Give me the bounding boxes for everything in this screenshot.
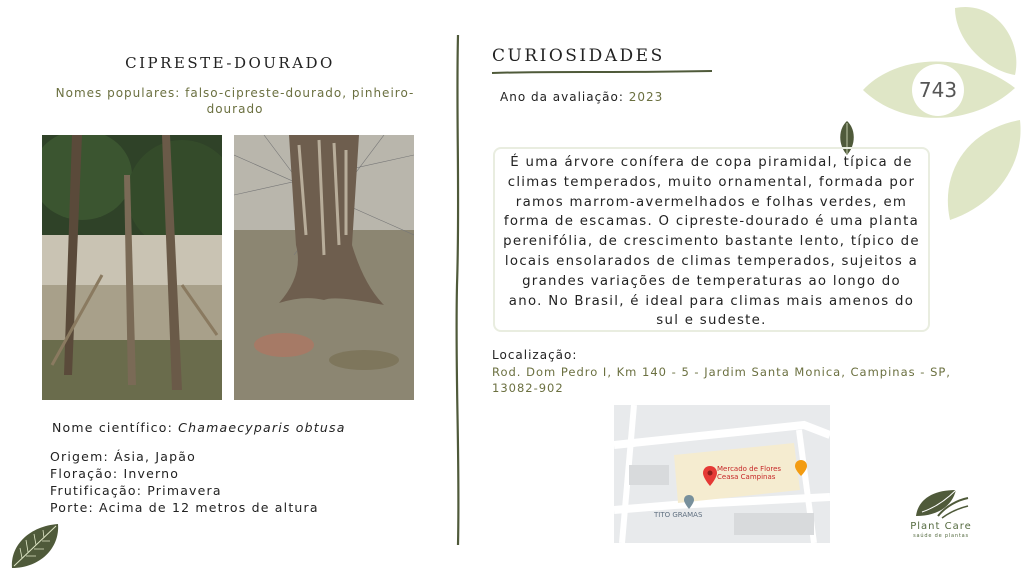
map-place-name-line1: Mercado de Flores: [717, 465, 782, 473]
decorative-leaf-bottom-left: [8, 520, 63, 572]
location-map[interactable]: [614, 405, 830, 543]
evaluation-year: [500, 90, 663, 104]
map-place-name-line2: Ceasa Campinas: [717, 473, 776, 481]
secondary-pin-icon: [684, 495, 694, 509]
vertical-divider: [450, 35, 466, 545]
year-value: 2023: [628, 90, 664, 104]
map-secondary-label: TITO GRAMAS: [654, 511, 703, 519]
logo-tagline: saúde de plantas: [913, 533, 969, 539]
location-label: Localização:: [492, 348, 578, 362]
fruiting-fact: Frutificação: Primavera: [50, 483, 222, 498]
plant-care-logo-icon: [912, 486, 970, 520]
logo-name: Plant Care: [910, 521, 972, 532]
trunk-photo: [234, 135, 414, 400]
flowering-fact: Floração: Inverno: [50, 466, 180, 481]
scientific-name-label: Nome científico:: [52, 420, 173, 435]
food-pin-icon: [795, 460, 807, 476]
map-pin-icon[interactable]: [703, 466, 717, 486]
plant-facts: [50, 448, 319, 516]
origin-fact: Origem: Ásia, Japão: [50, 449, 196, 464]
scientific-name-value: Chamaecyparis obtusa: [178, 420, 346, 435]
scientific-name: [52, 420, 346, 435]
size-fact: Porte: Acima de 12 metros de altura: [50, 500, 319, 515]
popular-names: Nomes populares: falso-cipreste-dourado, pinheiro-dourado: [55, 86, 415, 116]
tree-photo: [42, 135, 222, 400]
year-label: Ano da avaliação:: [500, 90, 624, 104]
location-address: Rod. Dom Pedro I, Km 140 - 5 - Jardim Santa Monica, Campinas - SP, 13082-902: [492, 365, 951, 395]
id-badge: 743: [912, 64, 964, 116]
plant-title: CIPRESTE-DOURADO: [125, 54, 335, 72]
title-underline: [490, 68, 715, 76]
curiosities-title: CURIOSIDADES: [492, 46, 665, 66]
description-box: É uma árvore conífera de copa piramidal, típica de climas temperados, muito ornamental, formada por ramos marrom-avermelhados e folhas verdes, em forma de escamas. O cipreste-dourado é uma planta perenifólia, de crescimento bastante lento, típico de locais ensolarados de climas temperados, sujeitos a grandes variações de temperaturas ao longo do ano. No Brasil, é ideal para climas mais amenos do sul e sudeste.: [493, 147, 930, 332]
